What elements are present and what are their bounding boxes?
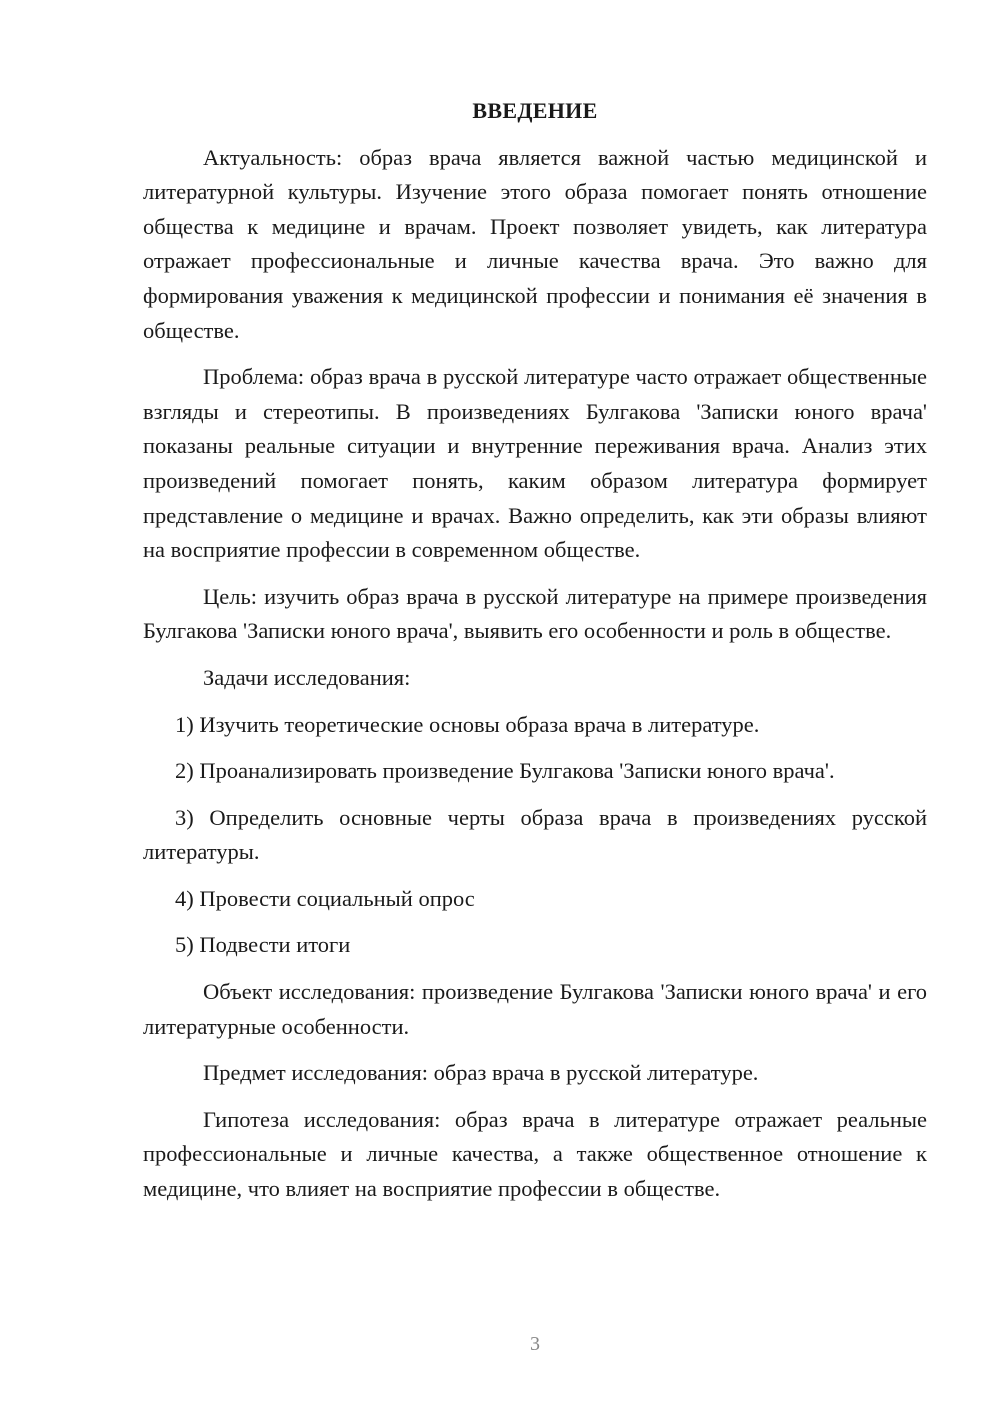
paragraph-subject: Предмет исследования: образ врача в русской литературе. (203, 1060, 759, 1086)
paragraph-tasks-heading: Задачи исследования: (203, 664, 411, 690)
task-item-2: 2) Проанализировать произведение Булгакова 'Записки юного врача'. (175, 758, 835, 784)
paragraph-goal: Цель: изучить образ врача в русской литературе на примере произведения Булгакова 'Записки юного врача', выявить его особенности и роль в обществе. (143, 583, 927, 644)
task-item-1: 1) Изучить теоретические основы образа врача в литературе. (175, 711, 760, 737)
task-item-5: 5) Подвести итоги (175, 932, 351, 958)
section-title: ВВЕДЕНИЕ (472, 98, 598, 123)
task-item-3: 3) Определить основные черты образа врача в произведениях русской литературы. (143, 804, 927, 865)
paragraph-problem: Проблема: образ врача в русской литературе часто отражает общественные взгляды и стереотипы. В произведениях Булгакова 'Записки юного врача' показаны реальные ситуации и внутренние переживания врача. Анализ этих произведений помогает понять, каким образом литература формирует представление о медицине и врачах. Важно определить, как эти образы влияют на восприятие профессии в современном обществе. (143, 364, 927, 563)
paragraph-object: Объект исследования: произведение Булгакова 'Записки юного врача' и его литературные особенности. (143, 979, 927, 1039)
paragraph-relevance: Актуальность: образ врача является важной частью медицинской и литературной культуры. Изучение этого образа помогает понять отношение общества к медицине и врачам. Проект позволяет увидеть, как литература отражает профессиональные и личные качества врача. Это важно для формирования уважения к медицинской профессии и понимания её значения в обществе. (143, 144, 927, 343)
page-number: 3 (530, 1333, 540, 1355)
paragraph-hypothesis: Гипотеза исследования: образ врача в литературе отражает реальные профессиональные и личные качества, а также общественное отношение к медицине, что влияет на восприятие профессии в обществе. (143, 1106, 927, 1202)
page-content (143, 94, 927, 1219)
task-item-4: 4) Провести социальный опрос (175, 885, 475, 911)
